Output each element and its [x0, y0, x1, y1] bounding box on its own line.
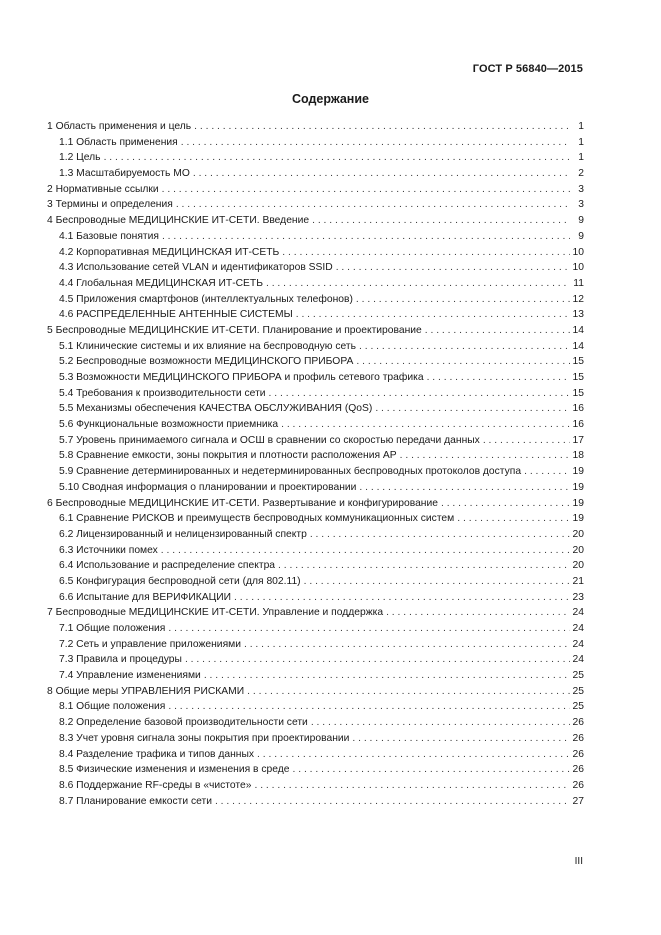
- toc-entry-page: 12: [572, 293, 584, 305]
- toc-entry[interactable]: [47, 213, 584, 229]
- toc-entry-page: 15: [572, 372, 584, 383]
- toc-entry-title: 4.5 Приложения смартфонов (интеллектуальных телефонов): [59, 293, 353, 305]
- toc-entry[interactable]: [47, 543, 584, 559]
- toc-entry-title: 8.2 Определение базовой производительности сети: [59, 717, 308, 729]
- toc-dot-leader: [352, 731, 570, 747]
- toc-entry[interactable]: [47, 637, 584, 653]
- toc-entry[interactable]: [47, 480, 584, 496]
- toc-entry[interactable]: [47, 339, 584, 355]
- toc-entry-title: 5.3 Возможности МЕДИЦИНСКОГО ПРИБОРА и профиль сетевого трафика: [59, 372, 424, 383]
- table-of-contents: [47, 119, 584, 809]
- toc-entry-title: 5.5 Механизмы обеспечения КАЧЕСТВА ОБСЛУЖИВАНИЯ (QoS): [59, 403, 373, 415]
- toc-entry-page: 24: [572, 607, 584, 619]
- toc-entry-page: 20: [572, 544, 584, 556]
- toc-entry[interactable]: [47, 245, 584, 261]
- toc-dot-leader: [244, 637, 570, 653]
- toc-entry-title: 1.1 Область применения: [59, 136, 178, 148]
- toc-dot-leader: [293, 762, 571, 778]
- toc-entry-title: 7 Беспроводные МЕДИЦИНСКИЕ ИТ-СЕТИ. Управление и поддержка: [47, 607, 384, 619]
- toc-entry-page: 3: [578, 199, 584, 211]
- toc-entry[interactable]: [47, 684, 584, 700]
- toc-entry-page: 13: [572, 309, 584, 321]
- toc-entry-page: 25: [572, 670, 584, 682]
- toc-entry-title: 6.4 Использование и распределение спектра: [59, 560, 276, 572]
- toc-entry[interactable]: [47, 323, 584, 339]
- toc-dot-leader: [441, 496, 570, 512]
- toc-entry-page: 25: [572, 685, 584, 697]
- toc-dot-leader: [282, 245, 570, 261]
- toc-entry-page: 2: [578, 168, 584, 180]
- toc-dot-leader: [215, 794, 570, 810]
- toc-entry-title: 5.4 Требования к производительности сети: [59, 387, 266, 399]
- toc-entry[interactable]: [47, 590, 584, 606]
- toc-dot-leader: [234, 590, 570, 606]
- toc-entry-title: 6.2 Лицензированный и нелицензированный спектр: [59, 528, 307, 540]
- toc-entry-title: 3 Термины и определения: [47, 199, 173, 211]
- toc-entry[interactable]: [47, 558, 584, 574]
- toc-title: Содержание: [291, 92, 369, 106]
- toc-dot-leader: [311, 715, 570, 731]
- toc-entry-title: 4.1 Базовые понятия: [59, 230, 159, 242]
- toc-dot-leader: [336, 260, 570, 276]
- toc-entry-title: 5.6 Функциональные возможности приемника: [59, 419, 279, 431]
- toc-entry[interactable]: [47, 464, 584, 480]
- toc-entry-page: 23: [572, 591, 584, 603]
- toc-dot-leader: [359, 480, 570, 496]
- toc-entry-page: 24: [572, 638, 584, 650]
- toc-dot-leader: [296, 307, 570, 323]
- toc-entry-page: 19: [572, 466, 584, 478]
- toc-entry-title: 5.7 Уровень принимаемого сигнала и ОСШ в сравнении со скоростью передачи данных: [59, 434, 480, 446]
- toc-entry[interactable]: [47, 715, 584, 731]
- toc-dot-leader: [247, 684, 570, 700]
- toc-entry-page: 20: [572, 560, 584, 572]
- toc-entry-page: 14: [572, 324, 584, 336]
- page-number: III: [574, 856, 583, 867]
- toc-entry[interactable]: [47, 386, 584, 402]
- toc-entry-title: 8 Общие меры УПРАВЛЕНИЯ РИСКАМИ: [47, 685, 245, 697]
- toc-entry-title: 4.2 Корпоративная МЕДИЦИНСКАЯ ИТ-СЕТЬ: [59, 246, 280, 258]
- toc-entry[interactable]: [47, 621, 584, 637]
- toc-entry[interactable]: [47, 652, 584, 668]
- toc-entry-title: 5.9 Сравнение детерминированных и недетерминированных беспроводных протоколов доступа: [59, 466, 522, 478]
- toc-entry-page: 26: [572, 732, 584, 744]
- toc-entry-title: 1.2 Цель: [59, 152, 101, 164]
- toc-entry-page: 18: [572, 450, 584, 462]
- toc-entry-page: 20: [572, 528, 584, 540]
- toc-dot-leader: [254, 778, 570, 794]
- toc-entry[interactable]: [47, 794, 584, 810]
- toc-entry-page: 26: [572, 748, 584, 760]
- toc-entry-title: 5.8 Сравнение емкости, зоны покрытия и плотности расположения АР: [59, 450, 397, 462]
- toc-entry-page: 1: [578, 136, 584, 148]
- toc-dot-leader: [168, 621, 570, 637]
- toc-entry-page: 11: [573, 277, 584, 289]
- toc-entry-title: 2 Нормативные ссылки: [47, 183, 159, 195]
- toc-entry-page: 9: [578, 215, 584, 227]
- toc-entry-title: 6.5 Конфигурация беспроводной сети (для 802.11): [59, 575, 301, 587]
- toc-entry[interactable]: [47, 197, 584, 213]
- toc-dot-leader: [375, 401, 570, 417]
- toc-dot-leader: [356, 354, 570, 370]
- toc-dot-leader: [266, 276, 570, 292]
- toc-entry-page: 16: [572, 419, 584, 431]
- toc-dot-leader: [193, 166, 570, 182]
- toc-dot-leader: [162, 229, 570, 245]
- toc-entry[interactable]: [47, 417, 584, 433]
- toc-entry[interactable]: [47, 496, 584, 512]
- toc-entry[interactable]: [47, 182, 584, 198]
- toc-dot-leader: [269, 386, 570, 402]
- toc-entry[interactable]: [47, 276, 584, 292]
- toc-entry-title: 8.7 Планирование емкости сети: [59, 795, 212, 807]
- toc-entry[interactable]: [47, 166, 584, 182]
- toc-dot-leader: [176, 197, 570, 213]
- toc-entry[interactable]: [47, 370, 584, 386]
- toc-entry-page: 26: [572, 779, 584, 791]
- toc-entry[interactable]: [47, 292, 584, 308]
- toc-entry-page: 14: [572, 340, 584, 352]
- toc-dot-leader: [312, 213, 570, 229]
- toc-entry-title: 4 Беспроводные МЕДИЦИНСКИЕ ИТ-СЕТИ. Введение: [47, 215, 310, 227]
- toc-entry[interactable]: [47, 354, 584, 370]
- toc-entry-title: 8.4 Разделение трафика и типов данных: [59, 748, 255, 760]
- toc-dot-leader: [386, 605, 570, 621]
- toc-dot-leader: [162, 182, 570, 198]
- toc-entry[interactable]: [47, 731, 584, 747]
- toc-entry-page: 10: [572, 262, 584, 274]
- toc-entry-title: 5.1 Клинические системы и их влияние на беспроводную сеть: [59, 340, 356, 352]
- toc-entry-page: 27: [572, 795, 584, 807]
- toc-entry-title: 5.10 Сводная информация о планировании и проектировании: [59, 481, 357, 493]
- standard-designation: ГОСТ Р 56840—2015: [472, 63, 583, 75]
- toc-entry[interactable]: [47, 433, 584, 449]
- toc-entry-page: 15: [572, 356, 584, 368]
- toc-dot-leader: [457, 511, 570, 527]
- toc-entry-page: 24: [572, 654, 584, 666]
- toc-entry[interactable]: [47, 778, 584, 794]
- toc-dot-leader: [278, 558, 570, 574]
- toc-entry-title: 7.2 Сеть и управление приложениями: [59, 638, 241, 650]
- toc-dot-leader: [161, 543, 570, 559]
- toc-dot-leader: [425, 323, 570, 339]
- toc-entry-title: 7.3 Правила и процедуры: [59, 654, 182, 666]
- toc-entry-title: 4.4 Глобальная МЕДИЦИНСКАЯ ИТ-СЕТЬ: [59, 277, 263, 289]
- toc-entry-title: 5 Беспроводные МЕДИЦИНСКИЕ ИТ-СЕТИ. Планирование и проектирование: [47, 324, 422, 336]
- toc-entry-page: 3: [578, 183, 584, 195]
- toc-entry-title: 7.4 Управление изменениями: [59, 670, 201, 682]
- toc-dot-leader: [356, 292, 570, 308]
- toc-entry[interactable]: [47, 135, 584, 151]
- toc-entry[interactable]: [47, 119, 584, 135]
- toc-entry-title: 7.1 Общие положения: [59, 623, 166, 634]
- toc-entry[interactable]: [47, 527, 584, 543]
- toc-dot-leader: [281, 417, 570, 433]
- toc-dot-leader: [310, 527, 570, 543]
- toc-entry-page: 10: [572, 246, 584, 258]
- toc-entry-title: 8.6 Поддержание RF-среды в «чистоте»: [59, 779, 252, 791]
- toc-entry-title: 6 Беспроводные МЕДИЦИНСКИЕ ИТ-СЕТИ. Развертывание и конфигурирование: [47, 497, 438, 509]
- toc-dot-leader: [524, 464, 570, 480]
- toc-entry-title: 4.3 Использование сетей VLAN и идентификаторов SSID: [59, 262, 333, 274]
- toc-entry[interactable]: [47, 260, 584, 276]
- toc-entry[interactable]: [47, 448, 584, 464]
- toc-entry-page: 19: [572, 481, 584, 493]
- toc-dot-leader: [483, 433, 570, 449]
- toc-entry-title: 8.5 Физические изменения и изменения в среде: [59, 764, 290, 776]
- toc-entry-title: 8.1 Общие положения: [59, 701, 166, 713]
- toc-entry-title: 6.3 Источники помех: [59, 544, 158, 556]
- toc-entry[interactable]: [47, 401, 584, 417]
- toc-entry-title: 6.1 Сравнение РИСКОВ и преимуществ беспроводных коммуникационных систем: [59, 513, 455, 525]
- toc-entry-title: 8.3 Учет уровня сигнала зоны покрытия при проектировании: [59, 732, 350, 744]
- toc-entry[interactable]: [47, 699, 584, 715]
- toc-entry-page: 17: [572, 434, 584, 446]
- toc-dot-leader: [194, 119, 570, 135]
- toc-entry-page: 24: [572, 623, 584, 634]
- toc-dot-leader: [104, 150, 570, 166]
- toc-entry[interactable]: [47, 605, 584, 621]
- toc-entry[interactable]: [47, 150, 584, 166]
- toc-dot-leader: [185, 652, 570, 668]
- toc-entry-title: 4.6 РАСПРЕДЕЛЕННЫЕ АНТЕННЫЕ СИСТЕМЫ: [59, 309, 293, 321]
- toc-entry-page: 21: [572, 575, 584, 587]
- toc-entry-page: 1: [578, 152, 584, 164]
- toc-entry[interactable]: [47, 229, 584, 245]
- toc-entry[interactable]: [47, 762, 584, 778]
- toc-entry-page: 15: [572, 387, 584, 399]
- toc-entry-page: 9: [578, 230, 584, 242]
- toc-entry-page: 19: [572, 497, 584, 509]
- toc-entry-title: 5.2 Беспроводные возможности МЕДИЦИНСКОГО ПРИБОРА: [59, 356, 354, 368]
- toc-dot-leader: [427, 370, 570, 386]
- toc-entry[interactable]: [47, 668, 584, 684]
- toc-entry-page: 16: [572, 403, 584, 415]
- toc-entry-title: 1 Область применения и цель: [47, 121, 192, 132]
- toc-dot-leader: [304, 574, 570, 590]
- toc-dot-leader: [181, 135, 570, 151]
- toc-entry[interactable]: [47, 511, 584, 527]
- toc-dot-leader: [400, 448, 570, 464]
- toc-dot-leader: [168, 699, 570, 715]
- toc-entry-title: 6.6 Испытание для ВЕРИФИКАЦИИ: [59, 591, 232, 603]
- toc-entry-page: 26: [572, 717, 584, 729]
- toc-dot-leader: [204, 668, 570, 684]
- toc-entry-page: 26: [572, 764, 584, 776]
- toc-dot-leader: [359, 339, 570, 355]
- toc-entry[interactable]: [47, 307, 584, 323]
- toc-entry-title: 1.3 Масштабируемость МО: [59, 168, 190, 180]
- toc-entry-page: 25: [572, 701, 584, 713]
- toc-dot-leader: [257, 747, 570, 763]
- toc-entry-page: 19: [572, 513, 584, 525]
- toc-entry[interactable]: [47, 747, 584, 763]
- toc-entry-page: 1: [578, 121, 584, 132]
- toc-entry[interactable]: [47, 574, 584, 590]
